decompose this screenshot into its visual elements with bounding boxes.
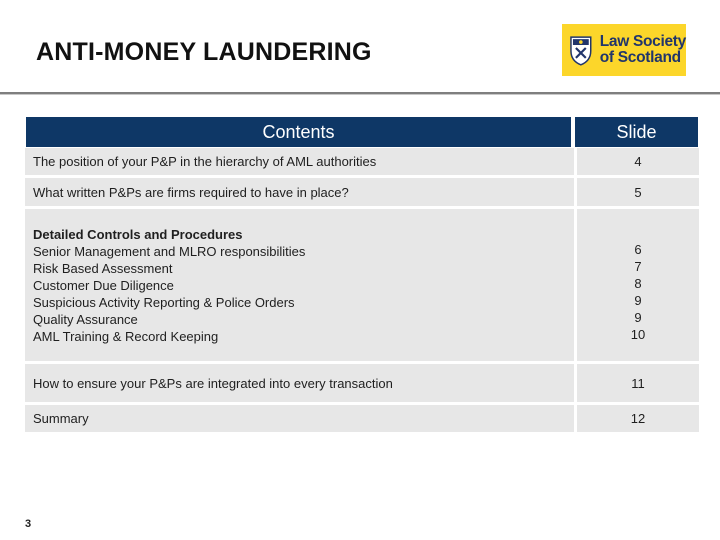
page-title: ANTI-MONEY LAUNDERING — [36, 38, 372, 66]
header-contents: Contents — [25, 116, 574, 148]
list-item: Customer Due Diligence — [33, 277, 174, 293]
slide-number: 9 — [634, 310, 642, 325]
row-slide-detailed — [574, 209, 699, 364]
table-row — [25, 148, 699, 178]
row-contents: The position of your P&P in the hierarchy of AML authorities — [25, 148, 574, 178]
list-item: Suspicious Activity Reporting & Police Orders — [33, 294, 295, 310]
logo-line-2: of Scotland — [599, 49, 681, 66]
slide-number: 10 — [630, 327, 646, 342]
list-item: Risk Based Assessment — [33, 260, 173, 276]
header-divider-shadow — [0, 94, 720, 95]
header-slide: Slide — [574, 116, 699, 148]
crest-icon — [568, 33, 594, 67]
logo-line-1: Law Society — [599, 33, 686, 50]
row-slide: 11 — [574, 364, 699, 405]
law-society-logo — [562, 24, 686, 76]
table-row — [25, 209, 699, 364]
row-slide: 5 — [574, 178, 699, 209]
slide-number: 7 — [634, 259, 642, 274]
table-header-row — [25, 116, 699, 148]
section-heading: Detailed Controls and Procedures — [33, 226, 243, 242]
table-row — [25, 405, 699, 435]
row-contents: How to ensure your P&Ps are integrated into every transaction — [25, 364, 574, 405]
slide-number: 8 — [634, 276, 642, 291]
slide-number: 9 — [634, 293, 642, 308]
row-slide: 12 — [574, 405, 699, 435]
slide-number: 6 — [634, 242, 642, 257]
list-item: AML Training & Record Keeping — [33, 328, 219, 344]
row-slide: 4 — [574, 148, 699, 178]
row-contents: Summary — [25, 405, 574, 435]
page-number: 3 — [25, 518, 32, 530]
row-contents-detailed — [25, 209, 574, 364]
list-item: Quality Assurance — [33, 311, 138, 327]
row-contents: What written P&Ps are firms required to have in place? — [25, 178, 574, 209]
list-item: Senior Management and MLRO responsibilities — [33, 243, 306, 259]
table-row — [25, 364, 699, 405]
table-row — [25, 178, 699, 209]
contents-table — [25, 116, 699, 435]
